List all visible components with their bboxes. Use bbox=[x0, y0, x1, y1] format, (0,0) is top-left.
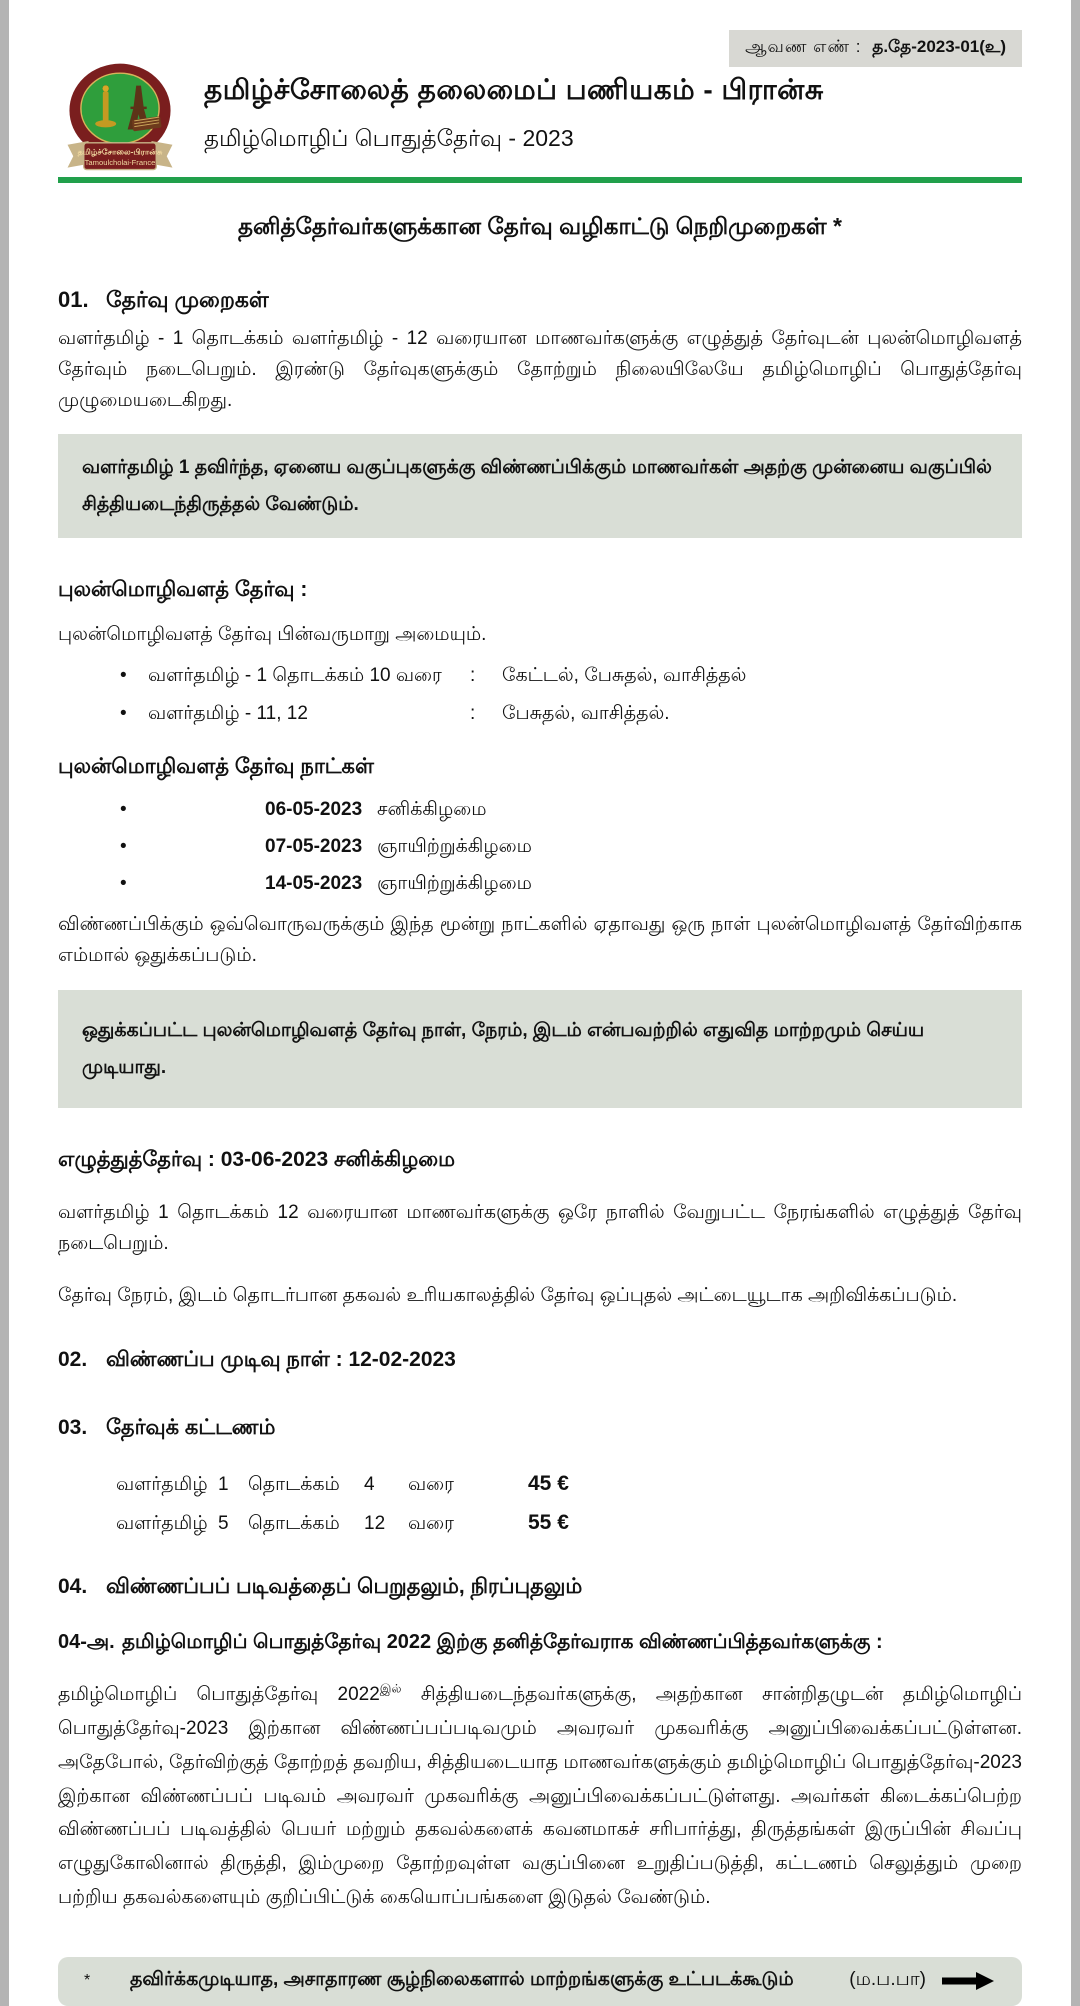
organization-name: தமிழ்ச்சோலைத் தலைமைப் பணியகம் - பிரான்சு bbox=[204, 73, 824, 105]
oral-skill-range: வளர்தமிழ் - 1 தொடக்கம் 10 வரை bbox=[148, 665, 442, 687]
section-01-number: 01. bbox=[58, 287, 89, 312]
oral-skill-row bbox=[58, 703, 1022, 727]
section-03-number: 03. bbox=[58, 1416, 88, 1440]
written-exam-paragraph: தேர்வு நேரம், இடம் தொடர்பான தகவல் உரியகாலத்தில் தேர்வு ஒப்புதல் அட்டையூடாக அறிவிக்கப்படும். bbox=[58, 1285, 958, 1307]
doc-number-row bbox=[58, 0, 1022, 67]
oral-exam-intro: புலன்மொழிவளத் தேர்வு பின்வருமாறு அமையும். bbox=[58, 624, 487, 646]
fee-row bbox=[58, 1472, 1022, 1498]
page-left-edge bbox=[0, 0, 9, 2006]
exam-date: 07-05-2023 bbox=[265, 836, 363, 858]
bullet-icon: • bbox=[120, 873, 127, 895]
page-right-edge bbox=[1071, 0, 1080, 2006]
fee-amount: 45 € bbox=[528, 1472, 569, 1496]
fee-amount: 55 € bbox=[528, 1511, 569, 1535]
section-01-paragraph: வளர்தமிழ் - 1 தொடக்கம் வளர்தமிழ் - 12 வரையான மாணவர்களுக்கு எழுத்துத் தேர்வுடன் புலன்மொழிவளத் தேர்வும் நடைபெறும். இரண்டு தேர்வுகளுக்கும் தோற்றும் நிலையிலேயே தமிழ்மொழிப் பொதுத்தேர்வு முழுமையடைகிறது. bbox=[58, 328, 1022, 411]
oral-exam-heading: புலன்மொழிவளத் தேர்வு : bbox=[58, 578, 308, 602]
exam-day: ஞாயிற்றுக்கிழமை bbox=[377, 873, 532, 895]
oral-allocation-note: விண்ணப்பிக்கும் ஒவ்வொருவருக்கும் இந்த மூன்று நாட்களில் ஏதாவது ஒரு நாள் புலன்மொழிவளத் தேர்விற்காக எம்மால் ஒதுக்கப்படும். bbox=[58, 914, 1022, 966]
highlight-box-eligibility: வளர்தமிழ் 1 தவிர்ந்த, ஏனைய வகுப்புகளுக்கு விண்ணப்பிக்கும் மாணவர்கள் அதற்கு முன்னைய வகுப்பில் சித்தியடைந்திருத்தல் வேண்டும். bbox=[58, 434, 1022, 538]
section-04-heading bbox=[58, 1575, 1022, 1601]
exam-date-row bbox=[58, 873, 1022, 897]
colon-separator: : bbox=[470, 703, 476, 725]
para-text: சித்தியடைந்தவர்களுக்கு, அதற்கான சான்றிதழுடன் தமிழ்மொழிப் பொதுத்தேர்வு-2023 இற்கான விண்ணப்பப்படிவமும் அவரவர் முகவரிக்கு அனுப்பிவைக்கப்பட்டுள்ளன. அதேபோல், தேர்விற்குத் தோற்றத் தவறிய, சித்தியடையாத மாணவர்களுக்கும் தமிழ்மொழிப் பொதுத்தேர்வு-2023 இற்கான விண்ணப்பப் படிவம் அவரவர் முகவரிக்கு அனுப்பிவைக்கப்பட்டுள்ளது. அவர்கள் கிடைக்கப்பெற்ற விண்ணப்பப் படிவத்தில் பெயர் மற்றும் தகவல்களைக் கவனமாகச் சரிபார்த்து, திருத்தங்கள் இருப்பின் சிவப்பு எழுதுகோலினால் திருத்தி, இம்முறை தோற்றவுள்ள வகுப்பினை உறுதிப்படுத்தி, கட்டணம் செலுத்தும் முறை பற்றிய தகவல்களையும் குறிப்பிட்டுக் கையொப்பங்களை இடுதல் வேண்டும். bbox=[58, 1684, 1022, 1908]
superscript-ref: இல் bbox=[379, 1681, 402, 1696]
green-divider-bar bbox=[58, 177, 1022, 183]
section-04a-paragraph bbox=[58, 1678, 1022, 1915]
asterisk-marker: * bbox=[84, 1971, 91, 1989]
bullet-icon: • bbox=[120, 799, 127, 821]
section-02-number: 02. bbox=[58, 1348, 88, 1372]
footer-note-text: தவிர்க்கமுடியாத, அசாதாரண சூழ்நிலைகளால் மாற்றங்களுக்கு உட்படக்கூடும் bbox=[130, 1968, 794, 1990]
organization-logo-icon bbox=[58, 62, 182, 176]
doc-number-label: ஆவண எண் : bbox=[745, 37, 862, 56]
fee-row bbox=[58, 1511, 1022, 1537]
section-04-number: 04. bbox=[58, 1575, 88, 1599]
section-01-heading bbox=[58, 287, 1022, 316]
fee-word: வளர்தமிழ் bbox=[116, 1513, 208, 1535]
oral-skill-list: பேசுதல், வாசித்தல். bbox=[502, 703, 670, 725]
exam-date-row bbox=[58, 836, 1022, 860]
exam-title: தமிழ்மொழிப் பொதுத்தேர்வு - 2023 bbox=[204, 124, 574, 151]
fee-word: வளர்தமிழ் bbox=[116, 1474, 208, 1496]
section-04a-heading bbox=[58, 1631, 1022, 1656]
section-04-title: விண்ணப்பப் படிவத்தைப் பெறுதலும், நிரப்புதலும் bbox=[106, 1575, 583, 1599]
exam-day: ஞாயிற்றுக்கிழமை bbox=[377, 836, 532, 858]
fee-word: தொடக்கம் bbox=[248, 1474, 340, 1496]
para-text: தமிழ்மொழிப் பொதுத்தேர்வு 2022 bbox=[58, 1684, 380, 1706]
exam-date-row bbox=[58, 799, 1022, 823]
fee-word: வரை bbox=[408, 1474, 454, 1496]
section-02-heading bbox=[58, 1348, 1022, 1374]
section-04a-title: தமிழ்மொழிப் பொதுத்தேர்வு 2022 இற்கு தனித்தேர்வராக விண்ணப்பித்தவர்களுக்கு : bbox=[122, 1631, 883, 1654]
written-exam-heading: எழுத்துத்தேர்வு : 03-06-2023 சனிக்கிழமை bbox=[58, 1147, 456, 1171]
fee-class-to: 12 bbox=[364, 1513, 386, 1535]
fee-class-from: 1 bbox=[218, 1474, 229, 1496]
doc-number-value: த.தே-2023-01(உ) bbox=[872, 37, 1006, 56]
oral-skill-range: வளர்தமிழ் - 11, 12 bbox=[148, 703, 308, 725]
right-arrow-icon bbox=[940, 1970, 996, 1992]
exam-day: சனிக்கிழமை bbox=[377, 799, 487, 821]
fee-class-to: 4 bbox=[364, 1474, 375, 1496]
bullet-icon: • bbox=[120, 703, 127, 725]
footer-note-box bbox=[58, 1957, 1022, 2006]
fee-class-from: 5 bbox=[218, 1513, 229, 1535]
fee-word: வரை bbox=[408, 1513, 454, 1535]
exam-date: 06-05-2023 bbox=[265, 799, 363, 821]
page-title: தனித்தேர்வர்களுக்கான தேர்வு வழிகாட்டு நெறிமுறைகள் * bbox=[238, 213, 842, 239]
section-03-heading bbox=[58, 1416, 1022, 1442]
colon-separator: : bbox=[470, 665, 476, 687]
bullet-icon: • bbox=[120, 665, 127, 687]
highlight-box-no-change: ஒதுக்கப்பட்ட புலன்மொழிவளத் தேர்வு நாள், நேரம், இடம் என்பவற்றில் எதுவித மாற்றமும் செய்ய முடியாது. bbox=[58, 990, 1022, 1108]
oral-skill-row bbox=[58, 665, 1022, 689]
footer-abbreviation: (ம.ப.பா) bbox=[849, 1968, 926, 1990]
logo-tamil-caption: தமிழ்ச்சோலை-பிரான்சு bbox=[77, 147, 163, 157]
section-03-title: தேர்வுக் கட்டணம் bbox=[106, 1416, 276, 1440]
logo-french-caption: Tamoulcholai-France bbox=[84, 157, 156, 167]
oral-days-heading: புலன்மொழிவளத் தேர்வு நாட்கள் bbox=[58, 755, 374, 779]
exam-date: 14-05-2023 bbox=[265, 873, 363, 895]
fee-word: தொடக்கம் bbox=[248, 1513, 340, 1535]
section-01-title: தேர்வு முறைகள் bbox=[106, 287, 269, 312]
section-02-title: விண்ணப்ப முடிவு நாள் : 12-02-2023 bbox=[106, 1348, 456, 1372]
written-exam-paragraph: வளர்தமிழ் 1 தொடக்கம் 12 வரையான மாணவர்களுக்கு ஒரே நாளில் வேறுபட்ட நேரங்களில் எழுத்துத் தேர்வு நடைபெறும். bbox=[58, 1201, 1022, 1254]
bullet-icon: • bbox=[120, 836, 127, 858]
oral-skill-list: கேட்டல், பேசுதல், வாசித்தல் bbox=[502, 665, 747, 687]
letterhead bbox=[58, 61, 1022, 173]
doc-number-box bbox=[729, 30, 1022, 67]
section-04a-number: 04-அ. bbox=[58, 1631, 115, 1654]
